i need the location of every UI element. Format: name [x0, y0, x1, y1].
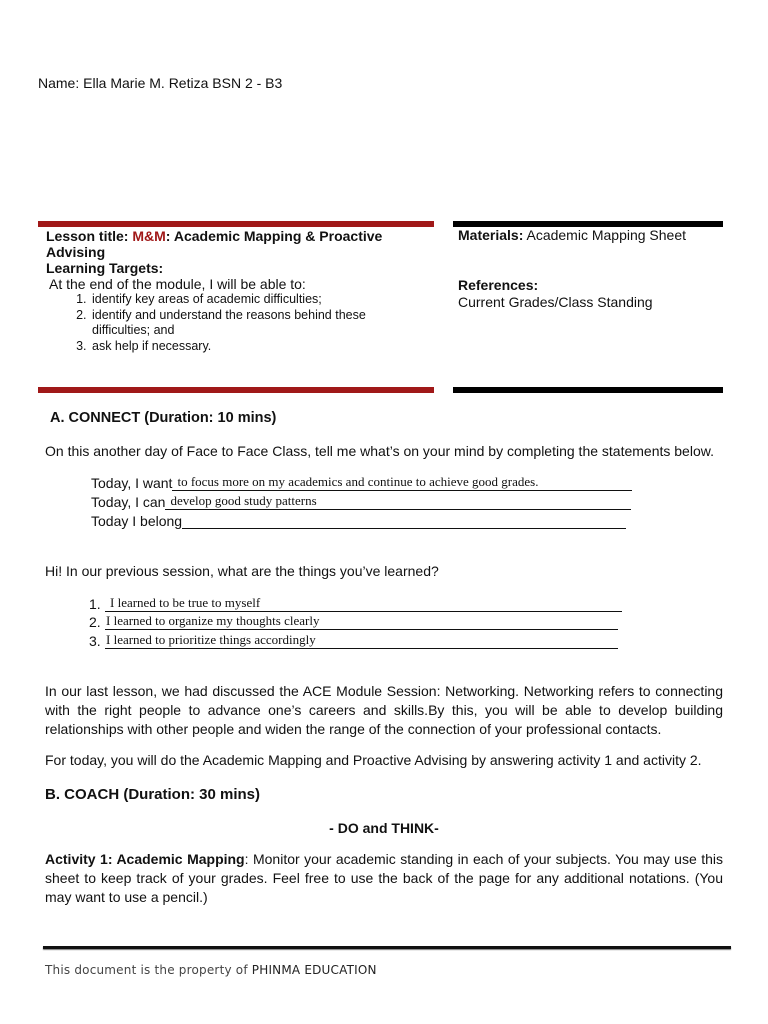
- references-label: References:: [458, 277, 539, 293]
- learned-answer-2[interactable]: I learned to organize my thoughts clearly: [105, 612, 618, 630]
- references-value: Current Grades/Class Standing: [458, 294, 653, 310]
- learned-item-1: 1. I learned to be true to myself: [89, 594, 622, 612]
- top-red-rule: [38, 221, 434, 227]
- footer-text: This document is the property of PHINMA EDUCATION: [45, 963, 377, 977]
- learning-target-item: 1. identify key areas of academic difficulties;: [90, 292, 426, 308]
- recap-paragraph: In our last lesson, we had discussed the ACE Module Session: Networking. Networking refers to connecting with the right people to advance one’s careers and skills.By this, you will be able to develop building relationships with other people and widen the range of the connection of your professional contacts.: [45, 683, 723, 737]
- learned-item-2: 2. I learned to organize my thoughts clearly: [89, 612, 618, 630]
- bottom-black-rule: [453, 387, 723, 393]
- statement-can: Today, I can develop good study patterns: [91, 492, 631, 510]
- learned-answer-3[interactable]: I learned to prioritize things accordingly: [105, 631, 618, 649]
- statement-want-answer[interactable]: to focus more on my academics and continue to achieve good grades.: [172, 473, 632, 491]
- materials-line: Materials: Academic Mapping Sheet: [458, 227, 687, 243]
- student-name: Name: Ella Marie M. Retiza BSN 2 - B3: [38, 75, 283, 91]
- today-paragraph: For today, you will do the Academic Mapping and Proactive Advising by answering activity 1 and activity 2.: [45, 752, 702, 768]
- lesson-block: [46, 228, 426, 354]
- statement-want: Today, I want to focus more on my academics and continue to achieve good grades.: [91, 473, 632, 491]
- learned-item-3: 3. I learned to prioritize things accordingly: [89, 631, 618, 649]
- learned-answer-1[interactable]: I learned to be true to myself: [105, 594, 622, 612]
- bottom-red-rule: [38, 387, 434, 393]
- learning-target-item: 2. identify and understand the reasons behind these difficulties; and: [90, 308, 426, 339]
- coach-heading: B. COACH (Duration: 30 mins): [45, 786, 261, 803]
- footer-rule: [43, 946, 731, 949]
- learned-question: Hi! In our previous session, what are the things you’ve learned?: [45, 563, 439, 579]
- learning-targets-label: Learning Targets:: [46, 260, 164, 276]
- activity-1-label: Activity 1: Academic Mapping: [45, 851, 245, 867]
- lesson-title: Lesson title: M&M: Academic Mapping & Proactive Advising: [46, 228, 383, 260]
- activity-1-paragraph: Activity 1: Academic Mapping: Monitor your academic standing in each of your subjects. You may use this sheet to keep track of your grades. Feel free to use the back of the page for any additional notations. (You may want to use a pencil.): [45, 851, 723, 905]
- do-and-think-heading: - DO and THINK-: [329, 820, 439, 836]
- materials-block: [458, 227, 738, 311]
- connect-heading: A. CONNECT (Duration: 10 mins): [50, 410, 277, 426]
- statement-belong-answer[interactable]: [182, 511, 626, 529]
- learning-target-item: 3. ask help if necessary.: [90, 339, 426, 355]
- learning-targets-list: [46, 292, 426, 354]
- statement-belong: Today I belong: [91, 511, 626, 529]
- connect-prompt: On this another day of Face to Face Class, tell me what’s on your mind by completing the statements below.: [45, 443, 714, 459]
- lesson-title-accent: M&M: [132, 228, 166, 244]
- statement-can-answer[interactable]: develop good study patterns: [165, 492, 631, 510]
- learning-targets-intro: At the end of the module, I will be able to:: [49, 276, 306, 292]
- footer-brand: PHINMA EDUCATION: [251, 963, 377, 977]
